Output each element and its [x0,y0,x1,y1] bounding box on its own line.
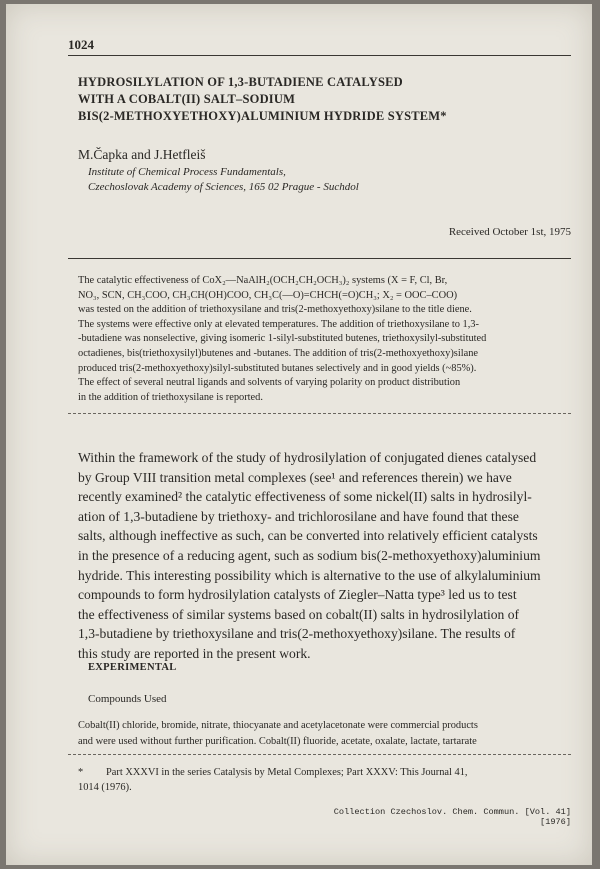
abstract-bottom-rule [68,413,571,414]
footnote-line: 1014 (1976). [78,782,132,793]
title-line: BIS(2-METHOXYETHOXY)ALUMINIUM HYDRIDE SYSTEM* [78,109,447,123]
affiliation-line: Czechoslovak Academy of Sciences, 165 02 Prague - Suchdol [88,181,359,193]
body-line: salts, although ineffective as such, can be converted into relatively efficient catalysts [78,528,538,544]
abstract [78,274,573,405]
footnote-rule [68,754,571,755]
footnote-mark: * [78,767,84,778]
abstract-line: was tested on the addition of triethoxysilane and tris(2-methoxyethoxy)silane to the title diene. [78,304,472,316]
abstract-line: The systems were effective only at elevated temperatures. The addition of triethoxysilane to 1,3- [78,318,479,330]
body-line: 1,3-butadiene by triethoxysilane and tris(2-methoxyethoxy)silane. The results of [78,626,516,642]
body-line: recently examined² the catalytic effectiveness of some nickel(II) salts in hydrosilyl- [78,489,532,505]
body-line: Within the framework of the study of hydrosilylation of conjugated dienes catalysed [78,450,537,465]
abstract-line: produced tris(2-methoxyethoxy)silyl-substituted butanes selectively and in good yields (~85%). [78,362,477,374]
introduction-text [78,448,573,664]
experimental-line: and were used without further purification. Cobalt(II) fluoride, acetate, oxalate, lactate, tartarate [78,735,477,747]
title-line: WITH A COBALT(II) SALT–SODIUM [78,92,296,106]
experimental-line: Cobalt(II) chloride, bromide, nitrate, thiocyanate and acetylacetonate were commercial products [78,720,478,731]
abstract-line: NO₃, SCN, CH₃COO, CH₃CH(OH)COO, CH₃C(—O)=CHCH(=O)CH₃; X₂ = OOC–COO) [78,289,458,301]
experimental-text [78,718,573,749]
body-line: hydride. This interesting possibility which is alternative to the use of alkylaluminium [78,567,541,583]
journal-footer: Collection Czechoslov. Chem. Commun. [Vol. 41] [1976] [333,807,571,827]
title-line: HYDROSILYLATION OF 1,3-BUTADIENE CATALYSED [78,75,403,89]
affiliation-line: Institute of Chemical Process Fundamentals, [88,166,286,178]
abstract-line: octadienes, bis(triethoxysilyl)butenes and -butanes. The addition of tris(2-methoxyethoxy)silane [78,347,479,359]
body-line: ation of 1,3-butadiene by triethoxy- and trichlorosilane and have found that these [78,508,519,524]
abstract-line: The effect of several neutral ligands and solvents of varying polarity on product distribution [78,377,461,389]
body-line: this study are reported in the present work. [78,645,311,661]
article-title [78,74,558,125]
experimental-heading: EXPERIMENTAL [88,662,177,673]
body-line: by Group VIII transition metal complexes (see¹ and references therein) we have [78,469,512,485]
page-number: 1024 [68,37,94,52]
header-rule [68,55,571,56]
compounds-subheading: Compounds Used [88,693,167,705]
footnote [78,765,573,795]
abstract-top-rule [68,258,571,259]
abstract-line: -butadiene was nonselective, giving isomeric 1-silyl-substituted butenes, triethoxysilyl-substituted [78,333,487,345]
body-line: the effectiveness of similar systems based on cobalt(II) salts in hydrosilylation of [78,606,520,622]
journal-page [6,4,592,865]
abstract-line: in the addition of triethoxysilane is reported. [78,391,263,403]
abstract-line: The catalytic effectiveness of CoX₂—NaAlH₂(OCH₂CH₂OCH₃)₂ systems (X = F, Cl, Br, [78,275,448,286]
body-line: compounds to form hydrosilylation catalysts of Ziegler–Natta type³ led us to test [78,587,517,603]
affiliation [88,165,488,195]
received-date: Received October 1st, 1975 [448,226,571,238]
authors: M.Čapka and J.Hetfleiš [78,147,206,162]
body-line: in the presence of a reducing agent, such as sodium bis(2-methoxyethoxy)aluminium [78,547,541,563]
footnote-line: Part XXXVI in the series Catalysis by Metal Complexes; Part XXXV: This Journal 41, [106,767,468,778]
